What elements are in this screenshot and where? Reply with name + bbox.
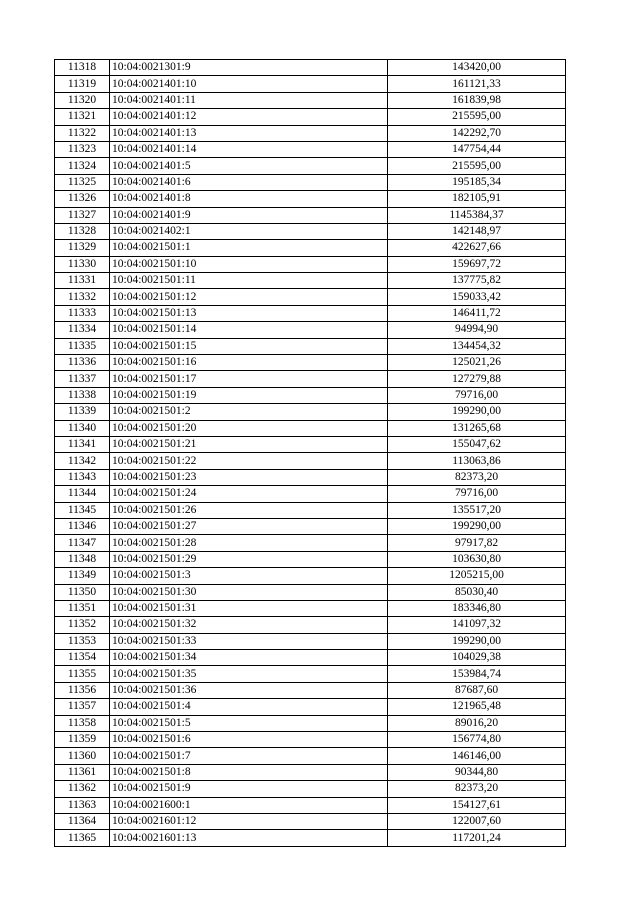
cadastral-number-cell: 10:04:0021501:6 — [110, 732, 388, 748]
row-number-cell: 11343 — [55, 469, 110, 485]
cadastral-number-cell: 10:04:0021401:8 — [110, 191, 388, 207]
table-row — [55, 666, 566, 682]
row-number-cell: 11363 — [55, 797, 110, 813]
row-number-cell: 11348 — [55, 551, 110, 567]
cadastral-number-cell: 10:04:0021401:10 — [110, 76, 388, 92]
cadastral-value-cell: 195185,34 — [388, 174, 566, 190]
table-row — [55, 289, 566, 305]
row-number-cell: 11330 — [55, 256, 110, 272]
row-number-cell: 11365 — [55, 830, 110, 846]
cadastral-value-cell: 103630,80 — [388, 551, 566, 567]
cadastral-value-cell: 155047,62 — [388, 436, 566, 452]
cadastral-number-cell: 10:04:0021501:27 — [110, 518, 388, 534]
cadastral-number-cell: 10:04:0021501:17 — [110, 371, 388, 387]
cadastral-value-cell: 135517,20 — [388, 502, 566, 518]
cadastral-value-cell: 90344,80 — [388, 764, 566, 780]
row-number-cell: 11340 — [55, 420, 110, 436]
table-row — [55, 453, 566, 469]
cadastral-value-cell: 113063,86 — [388, 453, 566, 469]
cadastral-value-cell: 89016,20 — [388, 715, 566, 731]
table-row — [55, 420, 566, 436]
cadastral-number-cell: 10:04:0021501:5 — [110, 715, 388, 731]
row-number-cell: 11346 — [55, 518, 110, 534]
table-row — [55, 256, 566, 272]
row-number-cell: 11354 — [55, 650, 110, 666]
table-row — [55, 715, 566, 731]
cadastral-number-cell: 10:04:0021501:36 — [110, 682, 388, 698]
cadastral-value-cell: 215595,00 — [388, 109, 566, 125]
table-row — [55, 322, 566, 338]
table-row — [55, 223, 566, 239]
cadastral-value-cell: 146411,72 — [388, 305, 566, 321]
table-row — [55, 781, 566, 797]
cadastral-number-cell: 10:04:0021501:23 — [110, 469, 388, 485]
row-number-cell: 11360 — [55, 748, 110, 764]
cadastral-value-cell: 82373,20 — [388, 781, 566, 797]
cadastral-number-cell: 10:04:0021501:3 — [110, 568, 388, 584]
cadastral-value-cell: 154127,61 — [388, 797, 566, 813]
row-number-cell: 11326 — [55, 191, 110, 207]
cadastral-value-cell: 1205215,00 — [388, 568, 566, 584]
cadastral-value-cell: 199290,00 — [388, 404, 566, 420]
row-number-cell: 11362 — [55, 781, 110, 797]
table-row — [55, 92, 566, 108]
table-row — [55, 109, 566, 125]
cadastral-value-cell: 104029,38 — [388, 650, 566, 666]
cadastral-number-cell: 10:04:0021501:12 — [110, 289, 388, 305]
cadastral-value-cell: 156774,80 — [388, 732, 566, 748]
cadastral-value-cell: 125021,26 — [388, 355, 566, 371]
cadastral-number-cell: 10:04:0021501:7 — [110, 748, 388, 764]
table-row — [55, 518, 566, 534]
table-row — [55, 699, 566, 715]
row-number-cell: 11357 — [55, 699, 110, 715]
cadastral-value-cell: 161839,98 — [388, 92, 566, 108]
cadastral-number-cell: 10:04:0021601:12 — [110, 813, 388, 829]
row-number-cell: 11352 — [55, 617, 110, 633]
table-row — [55, 60, 566, 76]
cadastral-number-cell: 10:04:0021401:11 — [110, 92, 388, 108]
cadastral-number-cell: 10:04:0021501:34 — [110, 650, 388, 666]
cadastral-value-cell: 159697,72 — [388, 256, 566, 272]
table-row — [55, 355, 566, 371]
table-row — [55, 764, 566, 780]
table-row — [55, 535, 566, 551]
table-row — [55, 748, 566, 764]
cadastral-value-cell: 142148,97 — [388, 223, 566, 239]
cadastral-value-cell: 141097,32 — [388, 617, 566, 633]
cadastral-number-cell: 10:04:0021501:33 — [110, 633, 388, 649]
table-row — [55, 617, 566, 633]
row-number-cell: 11331 — [55, 273, 110, 289]
cadastral-value-cell: 183346,80 — [388, 600, 566, 616]
row-number-cell: 11325 — [55, 174, 110, 190]
row-number-cell: 11322 — [55, 125, 110, 141]
cadastral-number-cell: 10:04:0021601:13 — [110, 830, 388, 846]
row-number-cell: 11329 — [55, 240, 110, 256]
cadastral-value-cell: 131265,68 — [388, 420, 566, 436]
cadastral-value-cell: 97917,82 — [388, 535, 566, 551]
cadastral-value-cell: 142292,70 — [388, 125, 566, 141]
row-number-cell: 11336 — [55, 355, 110, 371]
cadastral-value-table — [54, 59, 566, 847]
cadastral-number-cell: 10:04:0021401:6 — [110, 174, 388, 190]
cadastral-number-cell: 10:04:0021401:9 — [110, 207, 388, 223]
cadastral-value-cell: 94994,90 — [388, 322, 566, 338]
row-number-cell: 11353 — [55, 633, 110, 649]
cadastral-value-cell: 127279,88 — [388, 371, 566, 387]
cadastral-number-cell: 10:04:0021501:8 — [110, 764, 388, 780]
cadastral-number-cell: 10:04:0021501:20 — [110, 420, 388, 436]
cadastral-number-cell: 10:04:0021501:1 — [110, 240, 388, 256]
table-row — [55, 797, 566, 813]
cadastral-number-cell: 10:04:0021501:19 — [110, 387, 388, 403]
cadastral-number-cell: 10:04:0021501:26 — [110, 502, 388, 518]
cadastral-number-cell: 10:04:0021501:10 — [110, 256, 388, 272]
row-number-cell: 11344 — [55, 486, 110, 502]
row-number-cell: 11335 — [55, 338, 110, 354]
table-row — [55, 387, 566, 403]
table-row — [55, 436, 566, 452]
row-number-cell: 11324 — [55, 158, 110, 174]
cadastral-number-cell: 10:04:0021501:35 — [110, 666, 388, 682]
cadastral-value-cell: 79716,00 — [388, 486, 566, 502]
cadastral-number-cell: 10:04:0021501:14 — [110, 322, 388, 338]
cadastral-number-cell: 10:04:0021501:4 — [110, 699, 388, 715]
cadastral-value-cell: 215595,00 — [388, 158, 566, 174]
cadastral-value-cell: 143420,00 — [388, 60, 566, 76]
table-row — [55, 273, 566, 289]
table-row — [55, 600, 566, 616]
cadastral-value-cell: 121965,48 — [388, 699, 566, 715]
cadastral-value-cell: 153984,74 — [388, 666, 566, 682]
table-row — [55, 469, 566, 485]
row-number-cell: 11341 — [55, 436, 110, 452]
table-row — [55, 76, 566, 92]
table-row — [55, 732, 566, 748]
table-row — [55, 650, 566, 666]
table-row — [55, 141, 566, 157]
cadastral-number-cell: 10:04:0021301:9 — [110, 60, 388, 76]
cadastral-number-cell: 10:04:0021401:5 — [110, 158, 388, 174]
table-row — [55, 551, 566, 567]
row-number-cell: 11327 — [55, 207, 110, 223]
table-row — [55, 682, 566, 698]
row-number-cell: 11333 — [55, 305, 110, 321]
table-row — [55, 174, 566, 190]
row-number-cell: 11319 — [55, 76, 110, 92]
cadastral-value-cell: 82373,20 — [388, 469, 566, 485]
table-row — [55, 813, 566, 829]
row-number-cell: 11320 — [55, 92, 110, 108]
cadastral-number-cell: 10:04:0021402:1 — [110, 223, 388, 239]
cadastral-value-cell: 117201,24 — [388, 830, 566, 846]
cadastral-number-cell: 10:04:0021501:32 — [110, 617, 388, 633]
cadastral-number-cell: 10:04:0021501:28 — [110, 535, 388, 551]
row-number-cell: 11323 — [55, 141, 110, 157]
cadastral-value-cell: 146146,00 — [388, 748, 566, 764]
table-row — [55, 486, 566, 502]
cadastral-number-cell: 10:04:0021501:13 — [110, 305, 388, 321]
cadastral-number-cell: 10:04:0021501:29 — [110, 551, 388, 567]
cadastral-number-cell: 10:04:0021401:13 — [110, 125, 388, 141]
cadastral-value-cell: 199290,00 — [388, 518, 566, 534]
cadastral-number-cell: 10:04:0021501:24 — [110, 486, 388, 502]
table-row — [55, 371, 566, 387]
cadastral-number-cell: 10:04:0021501:22 — [110, 453, 388, 469]
table-row — [55, 502, 566, 518]
row-number-cell: 11359 — [55, 732, 110, 748]
cadastral-value-cell: 87687,60 — [388, 682, 566, 698]
cadastral-value-cell: 182105,91 — [388, 191, 566, 207]
row-number-cell: 11338 — [55, 387, 110, 403]
table-row — [55, 568, 566, 584]
table-row — [55, 158, 566, 174]
cadastral-value-cell: 1145384,37 — [388, 207, 566, 223]
row-number-cell: 11334 — [55, 322, 110, 338]
table-body — [55, 60, 566, 847]
table-row — [55, 404, 566, 420]
table-row — [55, 240, 566, 256]
row-number-cell: 11351 — [55, 600, 110, 616]
cadastral-number-cell: 10:04:0021501:16 — [110, 355, 388, 371]
row-number-cell: 11355 — [55, 666, 110, 682]
row-number-cell: 11361 — [55, 764, 110, 780]
cadastral-value-cell: 137775,82 — [388, 273, 566, 289]
cadastral-number-cell: 10:04:0021501:2 — [110, 404, 388, 420]
table-row — [55, 191, 566, 207]
row-number-cell: 11321 — [55, 109, 110, 125]
cadastral-value-cell: 159033,42 — [388, 289, 566, 305]
cadastral-number-cell: 10:04:0021501:11 — [110, 273, 388, 289]
row-number-cell: 11342 — [55, 453, 110, 469]
table-row — [55, 207, 566, 223]
table-row — [55, 125, 566, 141]
row-number-cell: 11328 — [55, 223, 110, 239]
cadastral-number-cell: 10:04:0021401:12 — [110, 109, 388, 125]
row-number-cell: 11332 — [55, 289, 110, 305]
row-number-cell: 11350 — [55, 584, 110, 600]
cadastral-value-cell: 85030,40 — [388, 584, 566, 600]
cadastral-number-cell: 10:04:0021501:9 — [110, 781, 388, 797]
table-row — [55, 584, 566, 600]
cadastral-value-cell: 161121,33 — [388, 76, 566, 92]
row-number-cell: 11349 — [55, 568, 110, 584]
cadastral-number-cell: 10:04:0021401:14 — [110, 141, 388, 157]
row-number-cell: 11364 — [55, 813, 110, 829]
cadastral-number-cell: 10:04:0021600:1 — [110, 797, 388, 813]
table-row — [55, 633, 566, 649]
row-number-cell: 11345 — [55, 502, 110, 518]
cadastral-value-cell: 79716,00 — [388, 387, 566, 403]
cadastral-value-cell: 147754,44 — [388, 141, 566, 157]
cadastral-number-cell: 10:04:0021501:15 — [110, 338, 388, 354]
cadastral-value-cell: 134454,32 — [388, 338, 566, 354]
cadastral-value-cell: 122007,60 — [388, 813, 566, 829]
cadastral-number-cell: 10:04:0021501:21 — [110, 436, 388, 452]
cadastral-value-cell: 199290,00 — [388, 633, 566, 649]
table-row — [55, 338, 566, 354]
row-number-cell: 11339 — [55, 404, 110, 420]
row-number-cell: 11356 — [55, 682, 110, 698]
cadastral-number-cell: 10:04:0021501:31 — [110, 600, 388, 616]
table-row — [55, 830, 566, 846]
row-number-cell: 11347 — [55, 535, 110, 551]
cadastral-number-cell: 10:04:0021501:30 — [110, 584, 388, 600]
table-row — [55, 305, 566, 321]
row-number-cell: 11337 — [55, 371, 110, 387]
row-number-cell: 11358 — [55, 715, 110, 731]
row-number-cell: 11318 — [55, 60, 110, 76]
cadastral-value-cell: 422627,66 — [388, 240, 566, 256]
